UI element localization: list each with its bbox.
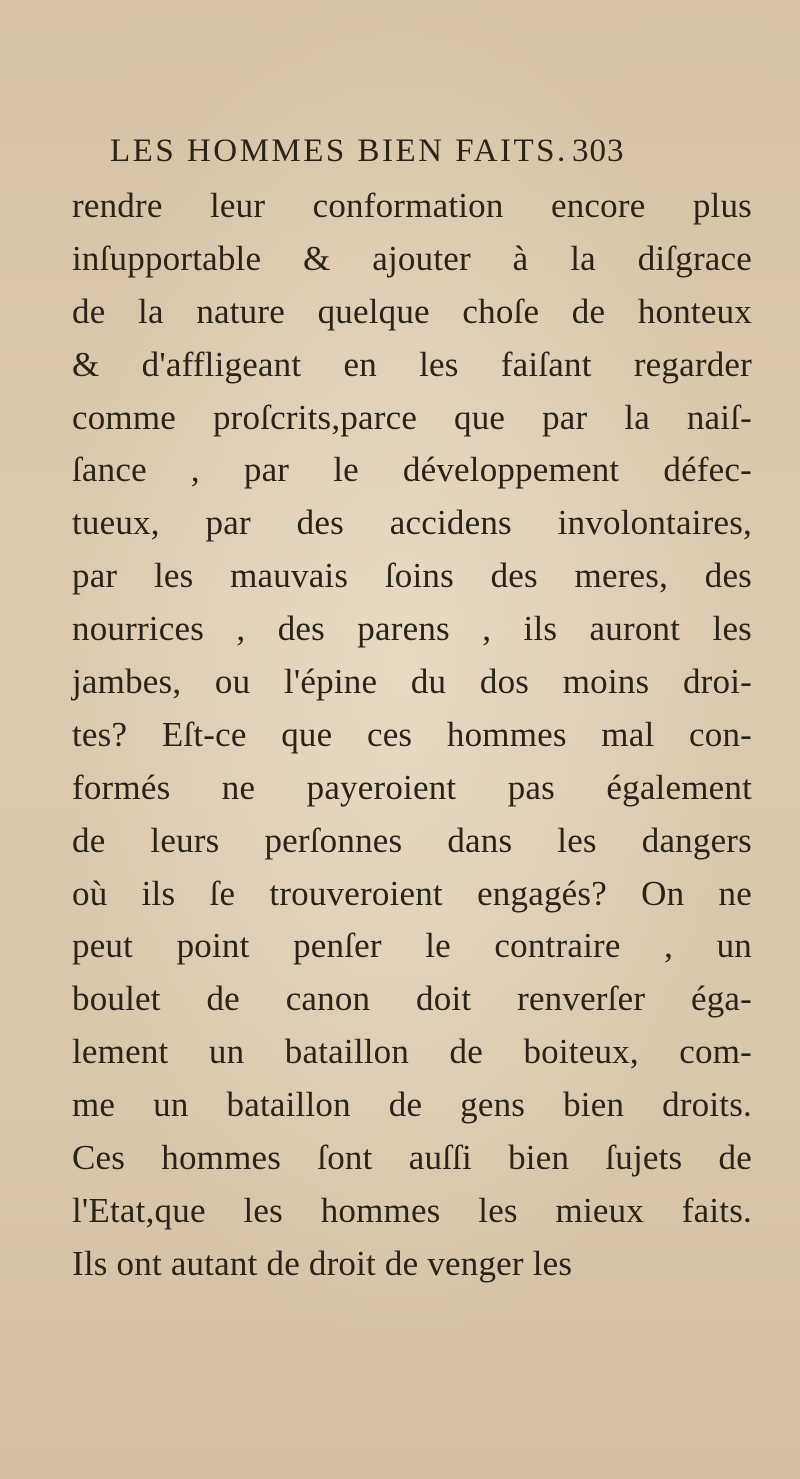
text-line: tes? Eſt-ce que ces hommes mal con-	[72, 714, 752, 754]
text-line: Ils ont autant de droit de venger les	[72, 1243, 573, 1283]
text-line: jambes, ou l'épine du dos moins droi-	[72, 662, 752, 702]
text-line: où ils ſe trouveroient engagés? On ne	[72, 873, 752, 913]
text-line: peut point penſer le contraire , un	[72, 926, 752, 966]
text-line: & d'affligeant en les faiſant regarder	[72, 344, 752, 384]
page-number: 303	[572, 133, 625, 169]
text-line: rendre leur conformation encore plus	[72, 186, 752, 225]
text-line: de la nature quelque choſe de honteux	[72, 291, 752, 331]
text-line: Ces hommes ſont auſſi bien ſujets de	[72, 1138, 752, 1178]
text-line: tueux, par des accidens involontaires,	[72, 503, 752, 543]
text-line: lement un bataillon de boiteux, com-	[72, 1032, 752, 1072]
text-line: comme proſcrits,parce que par la naiſ-	[72, 397, 752, 437]
text-line: l'Etat,que les hommes les mieux faits.	[72, 1190, 752, 1230]
text-line: me un bataillon de gens bien droits.	[72, 1085, 752, 1125]
text-line: de leurs perſonnes dans les dangers	[72, 820, 752, 860]
running-head	[90, 133, 750, 179]
text-line: formés ne payeroient pas également	[72, 767, 752, 807]
running-title: LES HOMMES BIEN FAITS.	[110, 133, 568, 169]
text-line: nourrices , des parens , ils auront les	[72, 609, 752, 649]
text-line: par les mauvais ſoins des meres, des	[72, 556, 752, 596]
text-line: boulet de canon doit renverſer éga-	[72, 979, 752, 1019]
text-line: inſupportable & ajouter à la diſgrace	[72, 238, 752, 278]
body-text	[72, 180, 752, 1291]
text-line: ſance , par le développement défec-	[72, 450, 752, 490]
